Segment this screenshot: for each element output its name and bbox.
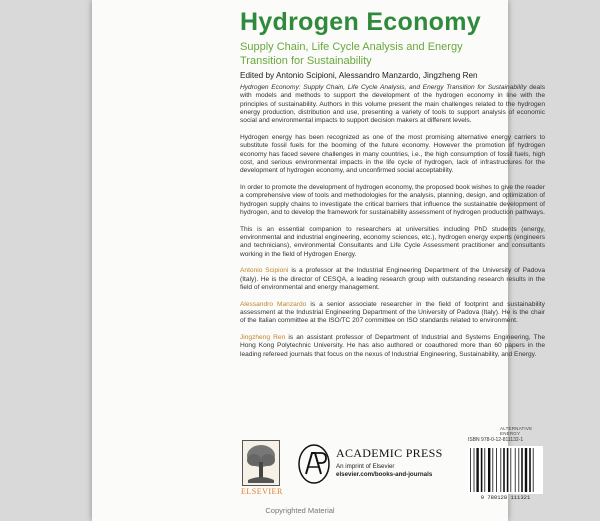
author-bio-1 <box>240 267 545 292</box>
book-back-cover <box>92 0 545 521</box>
editors-line: Edited by Antonio Scipioni, Alessandro Manzardo, Jingzheng Ren <box>240 71 478 80</box>
barcode-icon <box>468 446 543 494</box>
book-title-italic: Hydrogen Economy: Supply Chain, Life Cycle Analysis, and Energy Transition for Sustainability <box>240 84 527 91</box>
author-bio-text-3: is an assistant professor of Department of Industrial and Systems Engineering, The Hong Kong Polytechnic University. He has also authored or coauthored more than 60 papers in the leading refereed journals that focus on the nexus of Industrial Engineering, Sustainability, and Energy. <box>240 334 545 358</box>
author-name-1: Antonio Scipioni <box>240 267 289 275</box>
elsevier-wordmark: ELSEVIER <box>241 487 283 496</box>
description-text-1: deals with models and methods to support the development of the hydrogen economy in line with the principles of sustainability. Authors in this volume present the main challenges related to the hydrogen energy production, distribution and use, presenting a variety of tools to support analysis of economic social and environmental impacts to support decision makers at different levels. <box>240 84 545 125</box>
author-bio-2 <box>240 301 545 326</box>
publisher-url: elsevier.com/books-and-journals <box>336 471 433 478</box>
description-paragraph-4: This is an essential companion to researchers at universities including PhD students (energy, environmental and industrial engineering, economy sciences, etc.), hydrogen energy experts (engineers and technicians), environmental Consultants and Life Cycle Assessment practitioner and consultants working in the field of Hydrogen Energy. <box>240 225 545 258</box>
author-bio-text-1: is a professor at the Industrial Engineering Department of the University of Padova (Italy). He is the director of CESQA, a leading research group with outstanding research results in the field of environmental and energy management. <box>240 267 545 291</box>
author-bio-text-2: is a senior associate researcher in the field of footprint and sustainability assessment at the Industrial Engineering Department of the University of Padova (Italy). He is the chair of the Italian committee at the ISO/TC 207 committee on ISO standards related to environment. <box>240 300 545 325</box>
author-name-3: Jingzheng Ren <box>240 334 286 342</box>
description-paragraph-3: In order to promote the development of hydrogen economy, the proposed book wishes to give the reader a comprehensive view of tools and methodologies for the analysis, planning, design, and optimization of hydrogen supply chains to investigate the critical barriers that influence the sustainable development of hydrogen, and to develop the framework for sustainability assessment of hydrogen production pathways. <box>240 183 545 216</box>
isbn-text: ISBN 978-0-12-811132-1 <box>468 437 524 443</box>
description-paragraph-2: Hydrogen energy has been recognized as one of the most promising alternative energy carriers to substitute fossil fuels for the booming of the future economy. However the promotion of hydrogen economy has faced severe challenges in many countries, i.e., the high consumption of fossil fuels, high cost, and serious environmental impacts in the life cycle of hydrogen, lack of infrastructures for the development of hydrogen economy, and unconfirmed social acceptability. <box>240 133 545 175</box>
academic-press-icon <box>297 443 331 485</box>
copyright-watermark: Copyrighted Material <box>265 506 335 515</box>
book-title: Hydrogen Economy <box>240 8 481 36</box>
imprint-text: An imprint of Elsevier <box>336 463 395 470</box>
author-name-2: Alessandro Manzardo <box>240 300 307 308</box>
academic-press-name: ACADEMIC PRESS <box>336 446 443 460</box>
description-body <box>240 84 545 368</box>
category-label: ALTERNATIVE ENERGY <box>500 426 533 436</box>
author-bio-3 <box>240 334 545 359</box>
barcode-number: 9 780128 111321 <box>480 494 531 501</box>
elsevier-tree-icon <box>242 440 280 486</box>
description-paragraph-1 <box>240 84 545 125</box>
book-subtitle: Supply Chain, Life Cycle Analysis and Energy Transition for Sustainability <box>240 41 463 67</box>
